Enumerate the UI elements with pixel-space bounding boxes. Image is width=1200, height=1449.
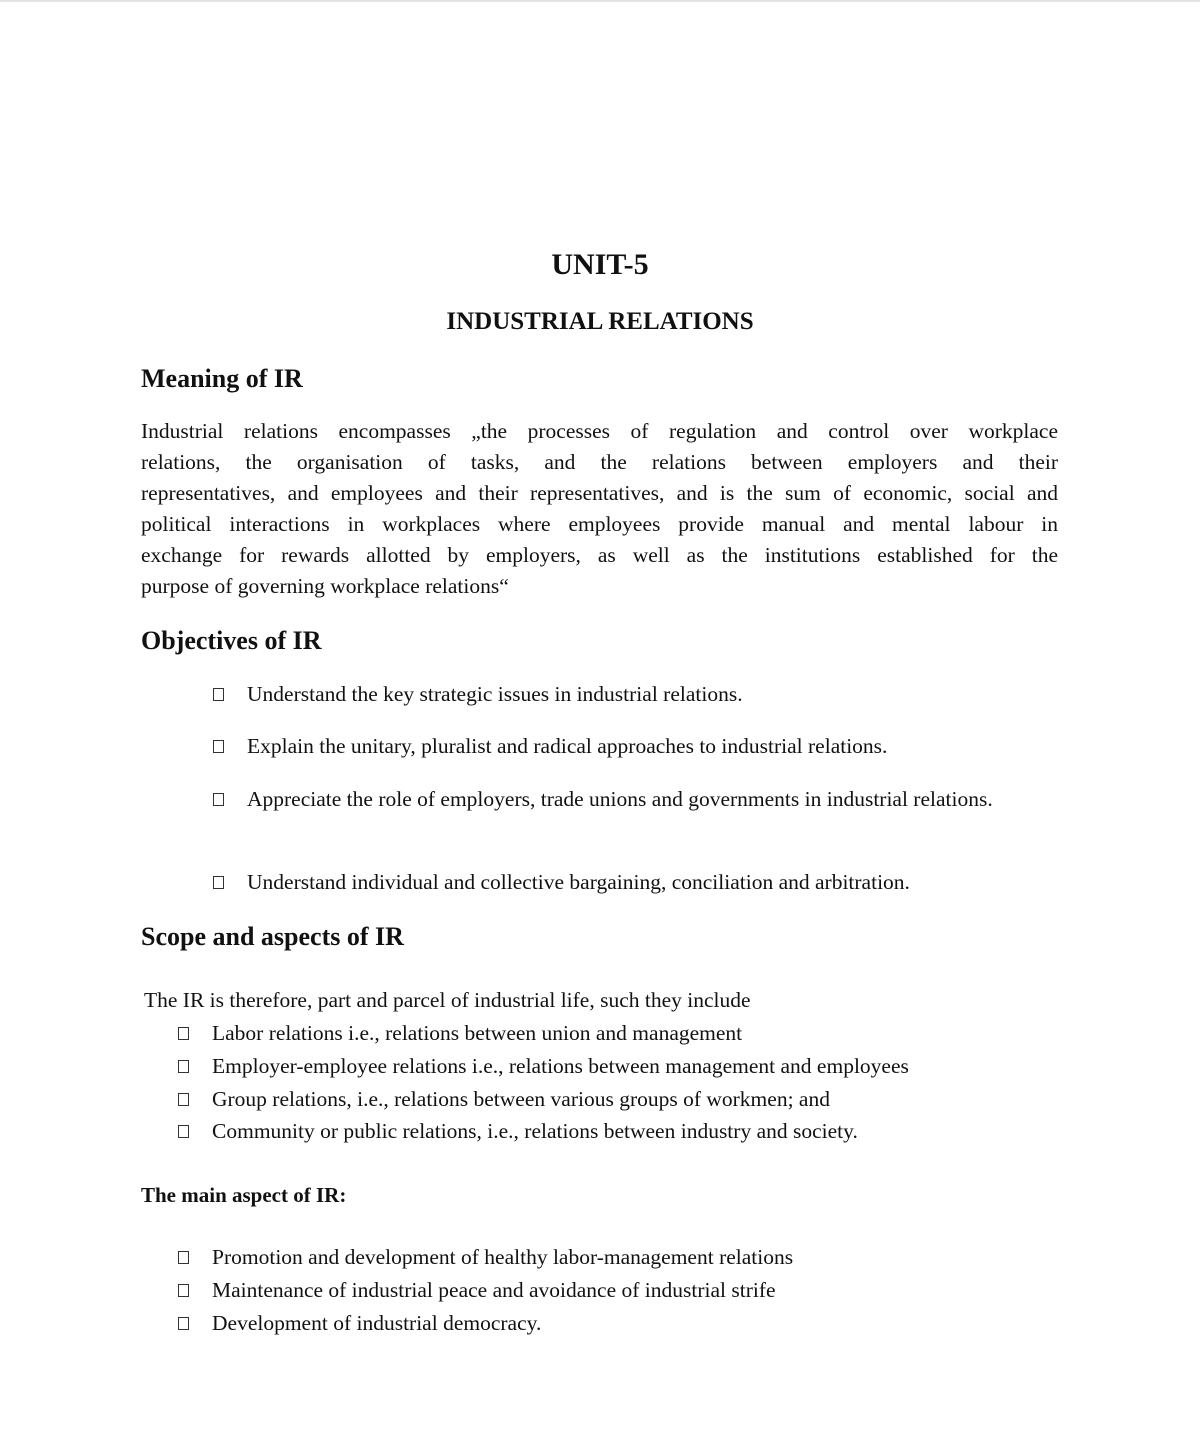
objective-text: Explain the unitary, pluralist and radical approaches to industrial relations. [247,734,888,758]
scope-item-text: Community or public relations, i.e., relations between industry and society. [212,1119,858,1143]
objective-text: Understand individual and collective bargaining, conciliation and arbitration. [247,870,910,894]
bullet-box-icon [178,1125,189,1138]
aspect-item-text: Development of industrial democracy. [212,1311,542,1335]
objective-item [213,784,1003,815]
paragraph-line: exchange for rewards allotted by employers, as well as the institutions established for the [141,543,1058,567]
meaning-paragraph [141,416,1058,602]
paragraph-line: purpose of governing workplace relations“ [141,574,509,598]
aspect-list-item [178,1242,793,1273]
scope-item-text: Labor relations i.e., relations between union and management [212,1021,743,1045]
aspect-list-item [178,1275,776,1306]
bullet-box-icon [213,740,224,753]
paragraph-line: relations, the organisation of tasks, and the relations between employers and their [141,450,1058,474]
paragraph-line: representatives, and employees and their representatives, and is the sum of economic, social and [141,481,1058,505]
scope-intro: The IR is therefore, part and parcel of industrial life, such they include [144,988,751,1012]
objective-item [213,867,1003,898]
main-aspect-heading: The main aspect of IR: [141,1183,347,1207]
paragraph-line: political interactions in workplaces where employees provide manual and mental labour in [141,512,1058,536]
bullet-box-icon [213,688,224,701]
scope-list-item [178,1084,830,1115]
bullet-box-icon [178,1251,189,1264]
scope-list-item [178,1051,909,1082]
scope-heading: Scope and aspects of IR [141,922,404,951]
bullet-box-icon [213,876,224,889]
objective-item [213,679,1003,710]
aspect-list-item [178,1308,541,1339]
bullet-box-icon [178,1284,189,1297]
objective-text: Appreciate the role of employers, trade unions and governments in industrial relations. [247,787,993,811]
bullet-box-icon [178,1317,189,1330]
scope-list-item [178,1116,858,1147]
scope-item-text: Group relations, i.e., relations between various groups of workmen; and [212,1087,830,1111]
bullet-box-icon [178,1060,189,1073]
objective-text: Understand the key strategic issues in industrial relations. [247,682,743,706]
paragraph-line: Industrial relations encompasses „the processes of regulation and control over workplace [141,419,1058,443]
scope-list-item [178,1018,742,1049]
aspect-item-text: Maintenance of industrial peace and avoidance of industrial strife [212,1278,776,1302]
bullet-box-icon [213,793,224,806]
document-title: INDUSTRIAL RELATIONS [446,308,754,335]
bullet-box-icon [178,1027,189,1040]
objectives-heading: Objectives of IR [141,626,322,655]
bullet-box-icon [178,1093,189,1106]
aspect-item-text: Promotion and development of healthy labor-management relations [212,1245,794,1269]
scope-item-text: Employer-employee relations i.e., relations between management and employees [212,1054,909,1078]
unit-title: UNIT-5 [551,248,649,281]
meaning-heading: Meaning of IR [141,364,303,393]
objective-item [213,731,1003,762]
